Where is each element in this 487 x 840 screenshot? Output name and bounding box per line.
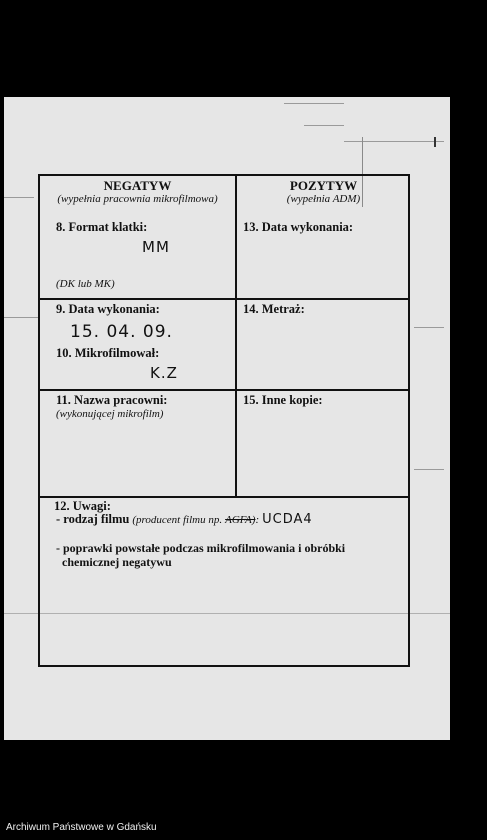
microfilmed-by-label: 10. Mikrofilmował: (56, 346, 160, 360)
lab-name-label: 11. Nazwa pracowni: (56, 393, 168, 407)
archive-footer: Archiwum Państwowe w Gdańsku (6, 822, 157, 833)
creation-date-value: 15. 04. 09. (70, 322, 173, 342)
remarks-label: 12. Uwagi: (54, 499, 111, 513)
corrections-line-continued: chemicznej negatywu (62, 555, 172, 569)
negatyw-title: NEGATYW (103, 178, 172, 193)
film-length-label: 14. Metraż: (243, 302, 305, 316)
film-scratch (304, 125, 344, 126)
frame-format-value: MM (142, 238, 170, 256)
corrections-line: - poprawki powstałe podczas mikrofilmowania i obróbki (56, 541, 346, 555)
film-scratch (414, 469, 444, 470)
microfilm-record-form (38, 174, 410, 667)
film-scratch (284, 103, 344, 104)
lab-name-subtitle: (wykonującej mikrofilm) (56, 408, 164, 420)
pozytyw-title: POZYTYW (289, 178, 358, 193)
creation-date-positive-label: 13. Data wykonania: (243, 220, 354, 234)
film-type-line: - rodzaj filmu (producent filmu np. AGFA): UCDA4 (56, 512, 313, 527)
film-type-hint: (producent filmu np. (132, 514, 223, 526)
negatyw-subtitle: (wypełnia pracownia mikrofilmowa) (57, 193, 218, 205)
row-divider (40, 496, 408, 498)
film-type-value: UCDA4 (262, 512, 313, 527)
row-divider (40, 298, 408, 300)
frame-format-hint: (DK lub MK) (56, 278, 115, 290)
film-type-struck-example: AGFA) (225, 514, 256, 526)
film-scratch (434, 137, 436, 147)
other-copies-label: 15. Inne kopie: (243, 393, 323, 407)
film-scratch (414, 327, 444, 328)
frame-format-label: 8. Format klatki: (56, 220, 148, 234)
film-scratch (344, 141, 444, 142)
film-scratch (4, 317, 38, 318)
column-divider (235, 176, 237, 496)
film-scratch (4, 197, 34, 198)
creation-date-label: 9. Data wykonania: (56, 302, 160, 316)
row-divider (40, 389, 408, 391)
film-type-label: - rodzaj filmu (56, 512, 130, 526)
pozytyw-subtitle: (wypełnia ADM) (286, 193, 361, 205)
microfilmed-by-value: K.Z (150, 364, 178, 382)
